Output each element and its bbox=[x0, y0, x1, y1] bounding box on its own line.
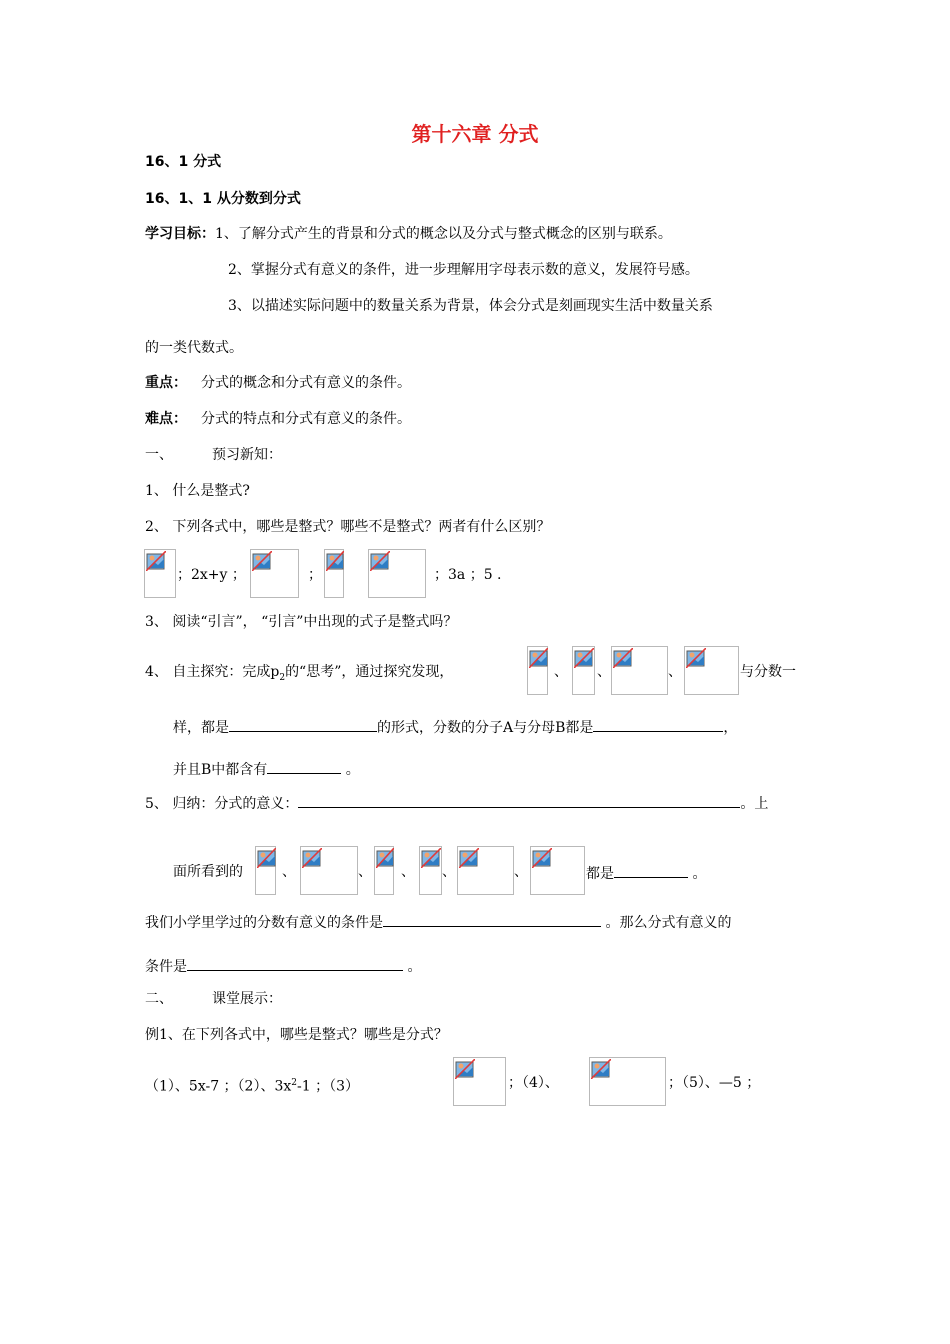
q4-subscript: 2 bbox=[279, 672, 286, 683]
q6-text-c: 条件是 bbox=[145, 959, 187, 975]
answer-blank[interactable] bbox=[593, 716, 723, 732]
difficulty-line bbox=[145, 409, 411, 429]
chapter-title: 第十六章 分式 bbox=[411, 122, 539, 146]
formula-image bbox=[300, 846, 358, 895]
part2-label: 课堂展示： bbox=[212, 991, 282, 1007]
formula-image bbox=[530, 846, 585, 895]
q6-line-1 bbox=[145, 911, 731, 933]
difficulty-label: 难点： bbox=[145, 411, 187, 427]
part1-label: 预习新知： bbox=[212, 447, 282, 463]
q4-text-b: 的“思考”，通过探究发现， bbox=[285, 664, 454, 680]
answer-blank[interactable] bbox=[383, 911, 601, 927]
section-heading: 16、1 分式 bbox=[145, 154, 222, 170]
formula-image bbox=[457, 846, 514, 895]
broken-image-icon bbox=[326, 551, 344, 571]
q5-text-c: 面所看到的 bbox=[173, 864, 243, 880]
formula-image bbox=[144, 549, 176, 598]
q5-sep-2: 、 bbox=[358, 864, 372, 880]
q4-line-2 bbox=[173, 716, 737, 738]
formula-image bbox=[684, 646, 739, 695]
q4-text-d2: 的形式，分数的分子A与分母B都是 bbox=[377, 720, 594, 736]
q4-text-c: 与分数一 bbox=[740, 664, 796, 680]
goal-1-text: 1、了解分式产生的背景和分式的概念以及分式与整式概念的区别与联系。 bbox=[215, 226, 672, 242]
ex1-item-5: ；（5）、—5 ； bbox=[668, 1075, 761, 1091]
formula-image bbox=[255, 846, 276, 895]
broken-image-icon bbox=[455, 1059, 475, 1079]
q2-sep-1: ；2x+y ； bbox=[177, 567, 246, 583]
q6-line-2 bbox=[145, 955, 421, 977]
answer-blank[interactable] bbox=[229, 716, 377, 732]
subsection-heading: 16、1、1 从分数到分式 bbox=[145, 191, 301, 207]
broken-image-icon bbox=[532, 848, 552, 868]
formula-image bbox=[611, 646, 668, 695]
q4-text-e2: 。 bbox=[341, 762, 360, 778]
goal-2-text: 2、掌握分式有意义的条件，进一步理解用字母表示数的意义，发展符号感。 bbox=[228, 262, 699, 278]
q5-text-d: 都是 bbox=[586, 866, 614, 882]
formula-image bbox=[453, 1057, 506, 1106]
q5-sep-3: 、 bbox=[401, 864, 415, 880]
broken-image-icon bbox=[591, 1059, 611, 1079]
formula-image bbox=[250, 549, 299, 598]
broken-image-icon bbox=[370, 551, 390, 571]
broken-image-icon bbox=[686, 648, 706, 668]
part2-number: 二、 bbox=[145, 991, 173, 1007]
example-1-items-a bbox=[145, 1073, 359, 1097]
ex1-item-2-3: -1 ；（3） bbox=[297, 1078, 359, 1095]
broken-image-icon bbox=[613, 648, 633, 668]
formula-image bbox=[589, 1057, 666, 1106]
answer-blank[interactable] bbox=[267, 758, 341, 774]
q6-text-d: 。 bbox=[403, 959, 422, 975]
ex1-item-3-4: ；（4）、 bbox=[508, 1075, 559, 1091]
q5-text-a: 5、 归纳：分式的意义： bbox=[145, 796, 299, 812]
q5-sep-1: 、 bbox=[282, 864, 296, 880]
formula-image bbox=[572, 646, 595, 695]
q2-sep-2: ； bbox=[308, 567, 322, 583]
question-1: 1、 什么是整式? bbox=[145, 483, 250, 499]
q6-text-b: 。那么分式有意义的 bbox=[601, 915, 732, 931]
part1-number: 一、 bbox=[145, 447, 173, 463]
example-1-prompt: 例1、在下列各式中，哪些是整式？哪些是分式？ bbox=[145, 1027, 448, 1043]
key-label: 重点： bbox=[145, 375, 187, 391]
broken-image-icon bbox=[574, 648, 594, 668]
q5-sep-4: 、 bbox=[442, 864, 456, 880]
answer-blank[interactable] bbox=[298, 792, 740, 808]
q4-text-d1: 样，都是 bbox=[173, 720, 229, 736]
key-point-line bbox=[145, 373, 411, 393]
key-text: 分式的概念和分式有意义的条件。 bbox=[201, 375, 411, 391]
q4-sep-1: 、 bbox=[554, 664, 568, 680]
broken-image-icon bbox=[529, 648, 548, 668]
formula-image bbox=[374, 846, 394, 895]
question-5-line-1 bbox=[145, 792, 768, 814]
broken-image-icon bbox=[252, 551, 272, 571]
goal-3-continued: 的一类代数式。 bbox=[145, 340, 243, 356]
broken-image-icon bbox=[459, 848, 479, 868]
ex1-item-1-2: （1）、5x-7 ；（2）、3x bbox=[145, 1078, 292, 1095]
broken-image-icon bbox=[421, 848, 441, 868]
q4-text-e1: 并且B中都含有 bbox=[173, 762, 268, 778]
q4-line-3 bbox=[173, 758, 360, 780]
q6-text-a: 我们小学里学过的分数有意义的条件是 bbox=[145, 915, 383, 931]
formula-image bbox=[368, 549, 426, 598]
broken-image-icon bbox=[257, 848, 276, 868]
q5-sep-5: 、 bbox=[514, 864, 528, 880]
q5-text-b: 。上 bbox=[740, 796, 769, 812]
difficulty-text: 分式的特点和分式有意义的条件。 bbox=[201, 411, 411, 427]
broken-image-icon bbox=[302, 848, 322, 868]
goal-line-1 bbox=[145, 224, 672, 244]
question-4-intro bbox=[145, 662, 453, 688]
formula-image bbox=[419, 846, 442, 895]
goals-label: 学习目标： bbox=[145, 226, 215, 242]
formula-image bbox=[324, 549, 344, 598]
answer-blank[interactable] bbox=[614, 862, 688, 878]
q4-sep-2: 、 bbox=[597, 664, 611, 680]
broken-image-icon bbox=[146, 551, 166, 571]
q5-line-2-end bbox=[586, 862, 706, 884]
q2-sep-3: ；3a ；5 . bbox=[434, 567, 502, 583]
formula-image bbox=[527, 646, 548, 695]
q4-sep-3: 、 bbox=[668, 664, 682, 680]
question-2: 2、 下列各式中，哪些是整式？哪些不是整式？两者有什么区别？ bbox=[145, 519, 551, 535]
q4-text-a: 4、 自主探究：完成p bbox=[145, 664, 280, 680]
goal-3-text: 3、以描述实际问题中的数量关系为背景，体会分式是刻画现实生活中数量关系 bbox=[228, 298, 713, 314]
question-3: 3、 阅读“引言”， “引言”中出现的式子是整式吗？ bbox=[145, 614, 458, 630]
q5-text-e: 。 bbox=[688, 866, 707, 882]
q4-text-d3: ， bbox=[723, 720, 738, 736]
broken-image-icon bbox=[376, 848, 394, 868]
answer-blank[interactable] bbox=[187, 955, 403, 971]
ex1-superscript: 2 bbox=[291, 1078, 297, 1088]
